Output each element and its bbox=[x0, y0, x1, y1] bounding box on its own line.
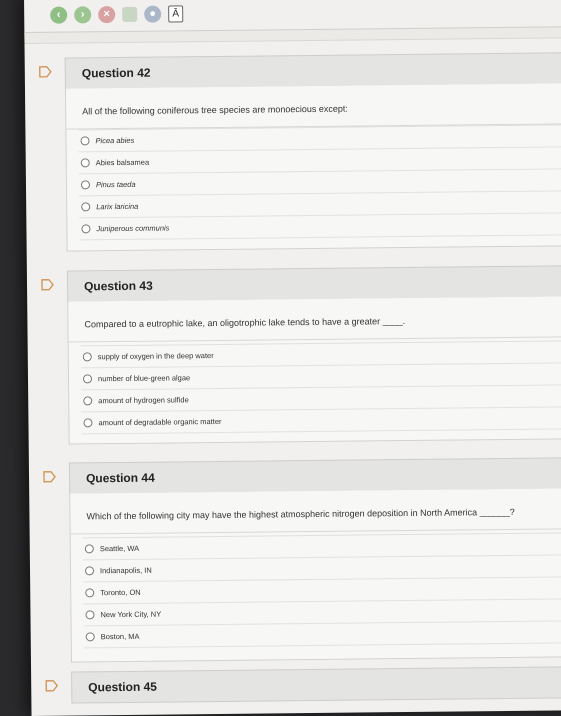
answer-label: amount of hydrogen sulfide bbox=[98, 395, 189, 406]
answer-list bbox=[81, 340, 561, 434]
radio-button[interactable] bbox=[85, 544, 94, 553]
question-title: Question 44 bbox=[85, 470, 155, 486]
answer-option[interactable] bbox=[81, 407, 561, 434]
answer-label: Picea abies bbox=[95, 135, 135, 146]
question-text: Which of the following city may have the highest atmospheric nitrogen deposition in North America ______? bbox=[86, 506, 515, 522]
radio-button[interactable] bbox=[81, 202, 90, 211]
answer-label: Indianapolis, IN bbox=[99, 565, 152, 576]
answer-label: number of blue-green algae bbox=[97, 373, 191, 384]
question-body bbox=[67, 296, 561, 445]
browser-toolbar bbox=[50, 0, 183, 27]
radio-button[interactable] bbox=[80, 136, 89, 145]
answer-list bbox=[78, 124, 561, 240]
flag-icon[interactable] bbox=[43, 471, 56, 483]
radio-button[interactable] bbox=[85, 566, 94, 575]
radio-button[interactable] bbox=[83, 352, 92, 361]
question-text: All of the following coniferous tree species are monoecious except: bbox=[82, 103, 348, 117]
divider bbox=[24, 26, 561, 44]
answer-label: Juniperous communis bbox=[96, 223, 170, 234]
answer-label: Pinus taeda bbox=[95, 179, 136, 190]
question-42 bbox=[25, 52, 561, 234]
radio-button[interactable] bbox=[81, 158, 90, 167]
radio-button[interactable] bbox=[83, 374, 92, 383]
radio-button[interactable] bbox=[85, 588, 94, 597]
question-title: Question 42 bbox=[81, 65, 151, 81]
question-body bbox=[69, 488, 561, 663]
radio-button[interactable] bbox=[81, 224, 90, 233]
question-44 bbox=[29, 457, 561, 642]
question-title: Question 43 bbox=[83, 278, 153, 294]
question-body bbox=[65, 83, 561, 252]
radio-button[interactable] bbox=[86, 632, 95, 641]
answer-label: supply of oxygen in the deep water bbox=[97, 351, 214, 362]
answer-label: Seattle, WA bbox=[99, 543, 140, 554]
forward-arrow-icon[interactable]: › bbox=[74, 6, 91, 23]
quiz-screen bbox=[24, 0, 561, 716]
close-icon[interactable]: × bbox=[98, 6, 115, 23]
flag-icon[interactable] bbox=[45, 680, 58, 692]
question-text: Compared to a eutrophic lake, an oligotrophic lake tends to have a greater ____. bbox=[84, 316, 406, 330]
radio-button[interactable] bbox=[81, 180, 90, 189]
answer-label: Abies balsamea bbox=[95, 157, 150, 168]
flag-icon[interactable] bbox=[41, 279, 54, 291]
radio-button[interactable] bbox=[83, 418, 92, 427]
question-45 bbox=[31, 666, 561, 695]
question-title: Question 45 bbox=[88, 679, 158, 695]
answer-option[interactable] bbox=[79, 213, 561, 240]
answer-label: amount of degradable organic matter bbox=[98, 416, 222, 428]
answer-label: Boston, MA bbox=[100, 631, 140, 642]
answer-label: New York City, NY bbox=[100, 609, 162, 620]
flag-icon[interactable] bbox=[39, 66, 52, 78]
text-icon[interactable]: Ā bbox=[168, 5, 183, 22]
answer-list bbox=[83, 532, 561, 648]
back-arrow-icon[interactable]: ‹ bbox=[50, 6, 67, 23]
answer-label: Toronto, ON bbox=[100, 587, 141, 598]
user-icon[interactable]: ● bbox=[144, 5, 161, 22]
question-header bbox=[71, 666, 561, 704]
radio-button[interactable] bbox=[85, 610, 94, 619]
radio-button[interactable] bbox=[83, 396, 92, 405]
answer-label: Larix laricina bbox=[96, 201, 139, 212]
answer-option[interactable] bbox=[84, 621, 561, 648]
window-icon[interactable] bbox=[122, 6, 137, 21]
question-43 bbox=[27, 265, 561, 428]
